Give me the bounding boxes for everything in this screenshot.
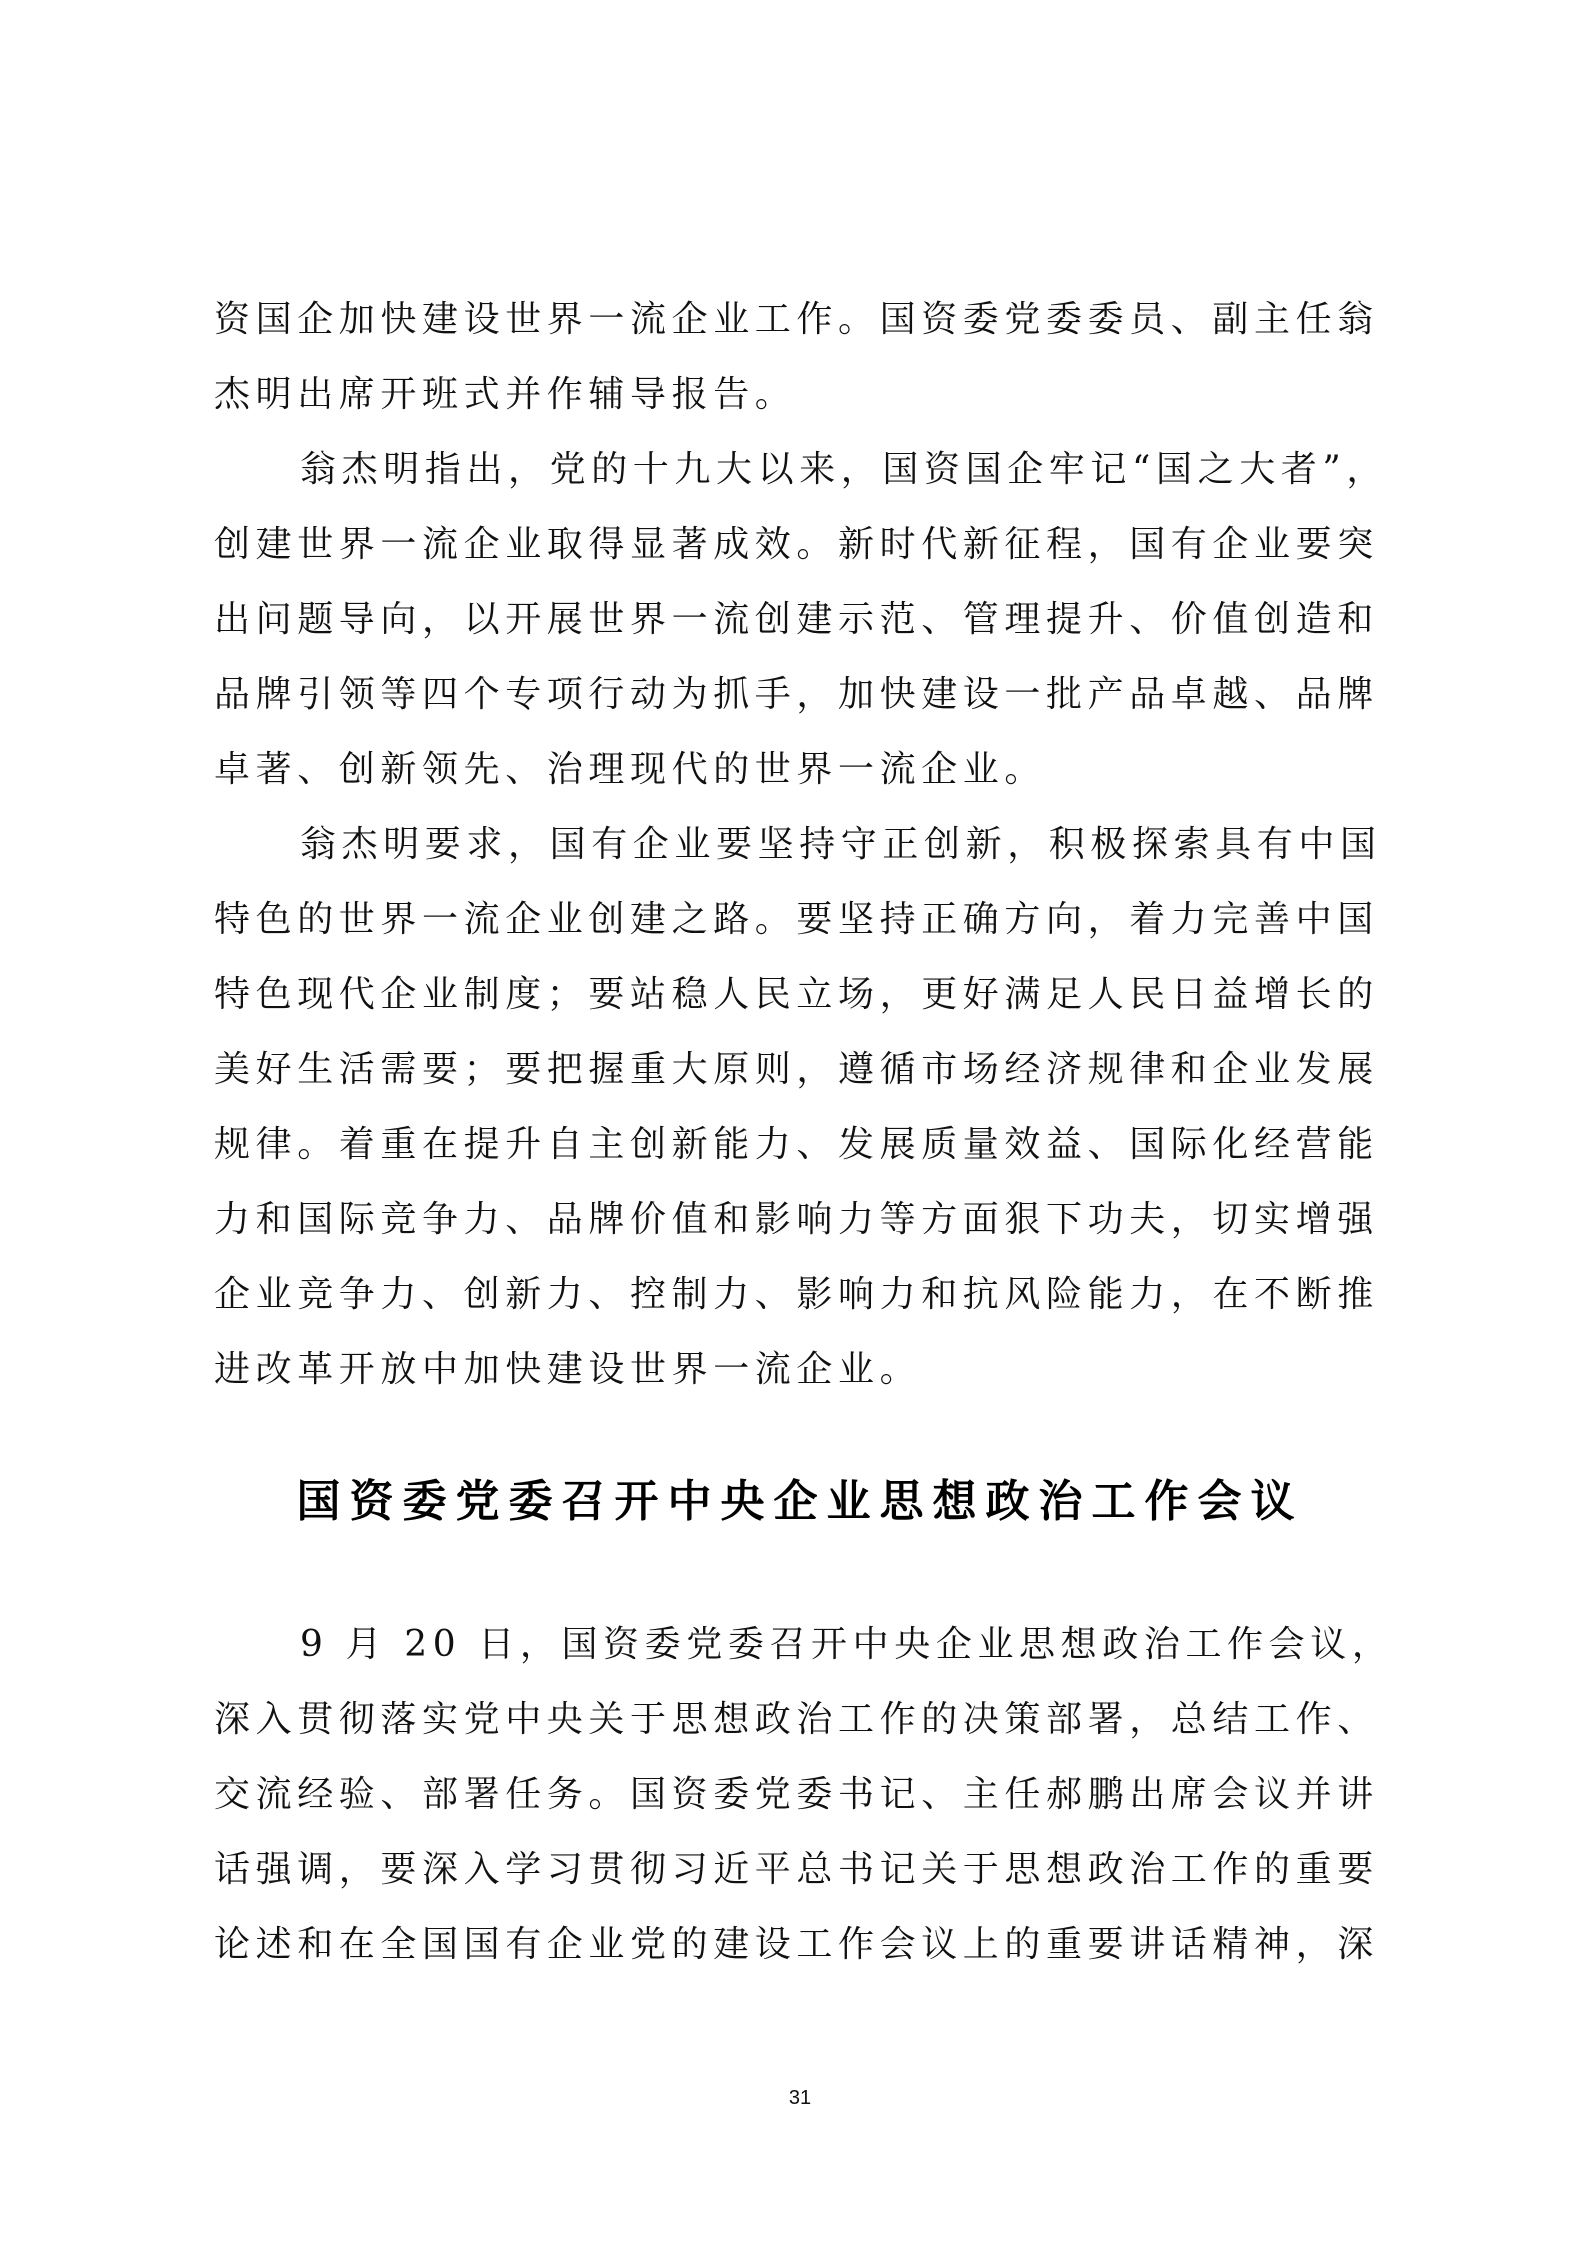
paragraph-line: 进改革开放中加快建设世界一流企业。 xyxy=(214,1349,922,1390)
paragraph-line: 卓著、创新领先、治理现代的世界一流企业。 xyxy=(214,749,1047,790)
paragraph-line: 企业竞争力、创新力、控制力、影响力和抗风险能力，在不断推 xyxy=(214,1274,1379,1315)
paragraph-line: 特色现代企业制度；要站稳人民立场，更好满足人民日益增长的 xyxy=(214,974,1379,1015)
paragraph-line: 力和国际竞争力、品牌价值和影响力等方面狠下功夫，切实增强 xyxy=(214,1199,1379,1240)
paragraph-line: 出问题导向，以开展世界一流创建示范、管理提升、价值创造和 xyxy=(214,599,1379,640)
paragraph-line: 资国企加快建设世界一流企业工作。国资委党委委员、副主任翁 xyxy=(214,299,1379,340)
paragraph-line: 翁杰明指出，党的十九大以来，国资国企牢记“国之大者”， xyxy=(300,449,1389,490)
paragraph-line: 创建世界一流企业取得显著成效。新时代新征程，国有企业要突 xyxy=(214,524,1379,565)
paragraph-line: 交流经验、部署任务。国资委党委书记、主任郝鹏出席会议并讲 xyxy=(214,1774,1379,1815)
section-heading: 国资委党委召开中央企业思想政治工作会议 xyxy=(296,1476,1304,1527)
paragraph-line: 9 月 20 日，国资委党委召开中央企业思想政治工作会议， xyxy=(300,1624,1394,1665)
paragraph-line: 深入贯彻落实党中央关于思想政治工作的决策部署，总结工作、 xyxy=(214,1699,1379,1740)
paragraph-line: 话强调，要深入学习贯彻习近平总书记关于思想政治工作的重要 xyxy=(214,1849,1379,1890)
page-number: 31 xyxy=(788,2087,812,2109)
paragraph-line: 杰明出席开班式并作辅导报告。 xyxy=(214,374,797,415)
paragraph-line: 规律。着重在提升自主创新能力、发展质量效益、国际化经营能 xyxy=(214,1124,1379,1165)
paragraph-line: 品牌引领等四个专项行动为抓手，加快建设一批产品卓越、品牌 xyxy=(214,674,1379,715)
paragraph-line: 特色的世界一流企业创建之路。要坚持正确方向，着力完善中国 xyxy=(214,899,1379,940)
paragraph-line: 论述和在全国国有企业党的建设工作会议上的重要讲话精神，深 xyxy=(214,1924,1379,1965)
paragraph-line: 翁杰明要求，国有企业要坚持守正创新，积极探索具有中国 xyxy=(300,824,1382,865)
paragraph-line: 美好生活需要；要把握重大原则，遵循市场经济规律和企业发展 xyxy=(214,1049,1379,1090)
